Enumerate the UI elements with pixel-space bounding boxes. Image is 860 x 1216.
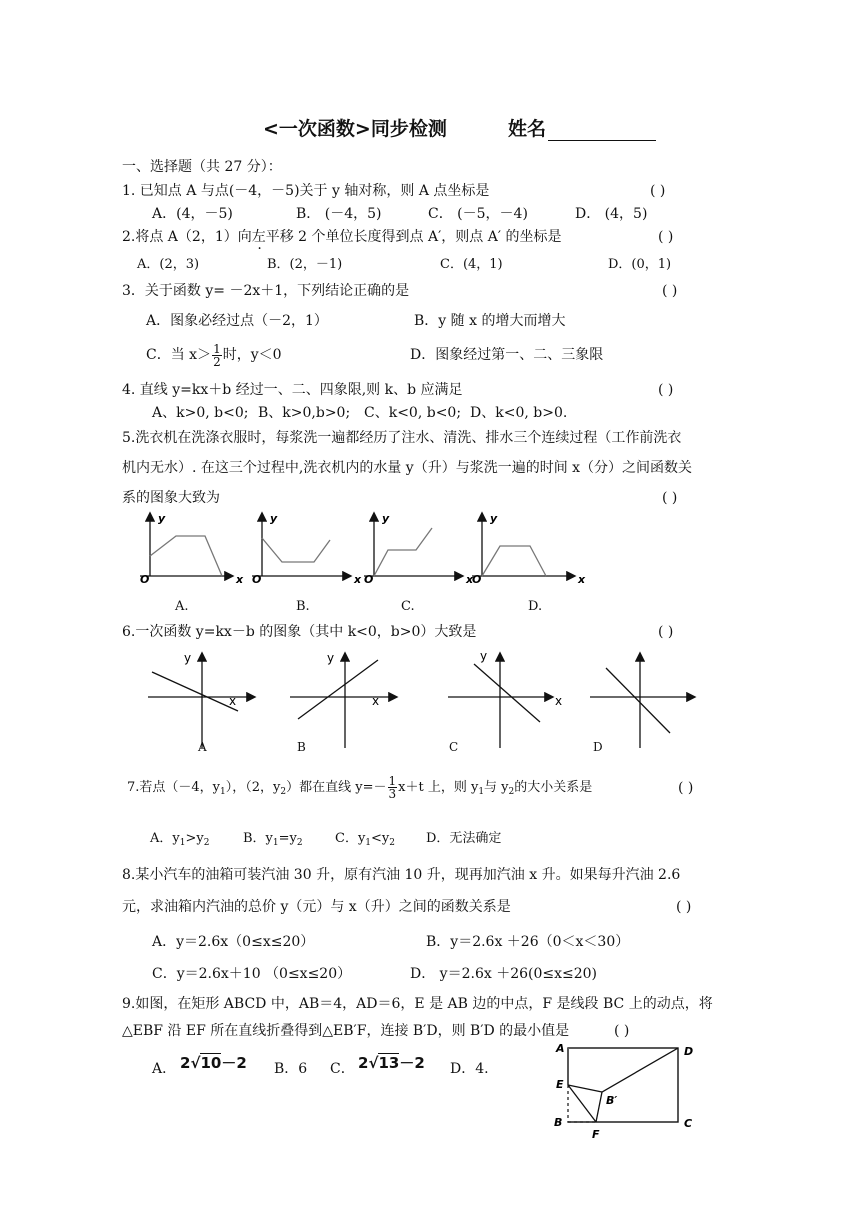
q4-stem: 4. 直线 y=kx＋b 经过一、二、四象限,则 k、b 应满足 [122,382,463,398]
q3-fraction-den: 2 [213,354,221,369]
q9-label-d: D [684,1045,694,1058]
q5-graph-c-x-label: x [466,573,474,586]
q1-answer-paren: ( ) [650,183,666,199]
q9-label-a: A [556,1042,565,1055]
q5-graph-b-origin: O [252,573,262,586]
q9-label-f: F [592,1128,600,1141]
q9-segment-b-prime-d [602,1048,678,1092]
q7-option-b-sub-1: 1 [272,838,279,848]
q6-label-a: A [198,740,207,754]
q8-line-1: 8.某小汽车的油箱可装汽油 30 升，原有汽油 10 升，现再加汽油 x 升。如果每升汽油 2.6 [122,867,681,883]
q6-stem: 6.一次函数 y=kx－b 的图象（其中 k<0，b>0）大致是 [122,624,477,640]
q9-option-b: B．6 [274,1061,308,1077]
section-heading: 一、选择题（共 27 分）： [122,159,282,175]
q9-answer-paren: ( ) [614,1023,630,1039]
q8-option-a: A．y＝2.6x（0≤x≤20） [152,934,315,950]
name-label: 姓名 [508,118,547,140]
q6-graph-a-x-label: x [229,694,237,708]
q7-answer-paren: ( ) [678,780,694,796]
q9-option-a-tail: －2 [221,1054,247,1072]
sqrt-icon: √ [190,1054,201,1072]
q6-label-d: D [593,740,603,754]
q7-option-b-pre: B．y [243,831,273,846]
q7-option-c-pre: C．y [335,831,366,846]
q9-label-b-prime: B′ [606,1094,618,1107]
q5-graph-b-x-label: x [354,573,362,586]
q3-option-a: A．图象必经过点（－2，1） [146,313,328,329]
q7-fraction-num: 1 [388,774,397,788]
q6-graph-b-x-label: x [372,694,380,708]
q2-option-c: C．(4，1) [440,257,503,272]
q8-option-b: B．y＝2.6x ＋26（0＜x＜30） [426,934,630,950]
q6-graph-c-x-label: x [555,694,563,708]
q6-label-c: C [449,740,459,754]
q7-option-a-sub-2: 2 [203,838,210,848]
q8-line-2: 元，求油箱内汽油的总价 y（元）与 x（升）之间的函数关系是 [122,899,511,915]
q9-option-a-coef: 2 [180,1054,191,1072]
q4-option-d: D、k<0, b>0. [470,405,568,421]
q2-stem-emph: 左 [251,229,266,245]
q5-label-d: D. [528,599,543,614]
q9-option-a-label: A． [152,1061,177,1077]
q7-post-3: 的大小关系是 [514,780,593,795]
q7-option-d: D．无法确定 [426,831,502,846]
q7-option-c-sub-2: 2 [389,838,396,848]
q2-stem-pre: 2.将点 A（2，1）向 [122,229,252,245]
q9-side-b-prime-f [596,1092,602,1122]
q6-graph-c-y-label: y [480,649,488,663]
q5-graph-a-y-label: y [158,512,166,525]
q6-answer-paren: ( ) [658,624,674,640]
q5-label-a: A. [175,599,189,614]
q3-option-d: D．图象经过第一、二、三象限 [410,347,604,363]
q7-option-a-mid: >y [185,831,204,846]
q2-answer-paren: ( ) [658,229,674,245]
q3-fraction-num: 1 [213,341,221,356]
q9-option-c-coef: 2 [358,1054,369,1072]
q5-line-1: 5.洗衣机在洗涤衣服时，每浆洗一遍都经历了注水、清洗、排水三个连续过程（工作前洗衣 [122,430,682,446]
q1-stem: 1. 已知点 A 与点(－4，－5)关于 y 轴对称，则 A 点坐标是 [122,183,490,199]
q8-option-d: D． y＝2.6x ＋26(0≤x≤20) [410,966,598,982]
q7-option-b-mid: =y [278,831,297,846]
q7-post-1: x＋t 上，则 y [398,780,479,795]
q2-option-d: D．(0，1) [608,257,672,272]
q3-answer-paren: ( ) [662,283,678,299]
q5-graph-c-origin: O [364,573,374,586]
q5-label-b: B. [296,599,310,614]
q6-graph-b-y-label: y [327,651,335,665]
q9-option-c-radicand: 13 [378,1054,400,1072]
q2-option-a: A．(2，3) [137,257,200,272]
q7-option-a-pre: A．y [150,831,180,846]
q1-option-c: C． (－5，－4) [428,206,528,222]
q8-option-c: C．y＝2.6x＋10 （0≤x≤20） [152,966,352,982]
q7-mid-1: ），（2，y [225,780,281,795]
q7-sub-2: 2 [280,787,287,797]
q5-graph-d-y-label: y [490,512,498,525]
q6-graph-a-y-label: y [184,651,192,665]
q1-option-a: A．(4，－5) [152,206,233,222]
q9-option-c-label: C． [330,1061,355,1077]
q9-rectangle-abcd [568,1048,678,1122]
q9-label-b: B [554,1116,563,1129]
q4-answer-paren: ( ) [658,382,674,398]
q3-option-b: B．y 随 x 的增大而增大 [414,313,566,329]
q5-graph-c-y-label: y [382,512,390,525]
q3-option-c-pre: C．当 x＞ [146,347,212,363]
q5-label-c: C. [401,599,415,614]
q4-option-c: C、k<0, b<0; [364,405,462,421]
q7-sub-4: 2 [508,787,515,797]
q7-stem-pre: 7.若点（－4，y [127,780,221,795]
q5-graph-a-origin: O [140,573,150,586]
q7-sub-3: 1 [478,787,485,797]
q3-stem: 3．关于函数 y= －2x＋1，下列结论正确的是 [122,283,410,299]
q5-answer-paren: ( ) [662,490,678,506]
q5-graph-b-y-label: y [270,512,278,525]
q7-option-a-sub-1: 1 [179,838,186,848]
q1-option-d: D． (4，5) [575,206,648,222]
q1-option-b: B． (－4，5) [296,206,382,222]
q9-label-c: C [684,1117,693,1130]
q7-mid-2: ）都在直线 y=－ [286,780,387,795]
q4-option-b: B、k>0,b>0; [258,405,351,421]
q5-graph-d-x-label: x [578,573,586,586]
q5-line-3: 系的图象大致为 [122,490,220,506]
q2-stem-post: 平移 2 个单位长度得到点 A′，则点 A′ 的坐标是 [265,229,562,245]
q3-option-c-post: 时，y＜0 [222,347,282,363]
q5-graph-a-x-label: x [236,573,244,586]
q9-label-e: E [556,1078,564,1091]
q7-option-b-sub-2: 2 [296,838,303,848]
q9-option-d: D．4. [450,1061,489,1077]
title-text: <一次函数>同步检测 [263,118,447,140]
sqrt-icon: √ [368,1054,379,1072]
q9-option-a-radicand: 10 [200,1054,222,1072]
q7-fraction-den: 3 [388,787,397,801]
q6-label-b: B [297,740,306,754]
q5-graph-d-origin: O [472,573,482,586]
q4-option-a: A、k>0, b<0; [152,405,249,421]
q7-option-c-mid: <y [371,831,390,846]
q8-answer-paren: ( ) [676,899,692,915]
q9-line-1: 9.如图，在矩形 ABCD 中，AB＝4，AD＝6，E 是 AB 边的中点，F 是线段 BC 上的动点，将 [122,996,713,1012]
q2-option-b: B．(2，－1) [267,257,343,272]
q7-sub-1: 1 [220,787,226,797]
q7-option-c-sub-1: 1 [365,838,372,848]
q5-line-2: 机内无水）. 在这三个过程中,洗衣机内的水量 y（升）与浆洗一遍的时间 x（分）之间函数关 [122,460,693,476]
q9-line-2: △EBF 沿 EF 所在直线折叠得到△EB′F，连接 B′D，则 B′D 的最小值是 [122,1023,570,1039]
q7-post-2: 与 y [484,780,509,795]
q9-option-c-tail: －2 [399,1054,425,1072]
